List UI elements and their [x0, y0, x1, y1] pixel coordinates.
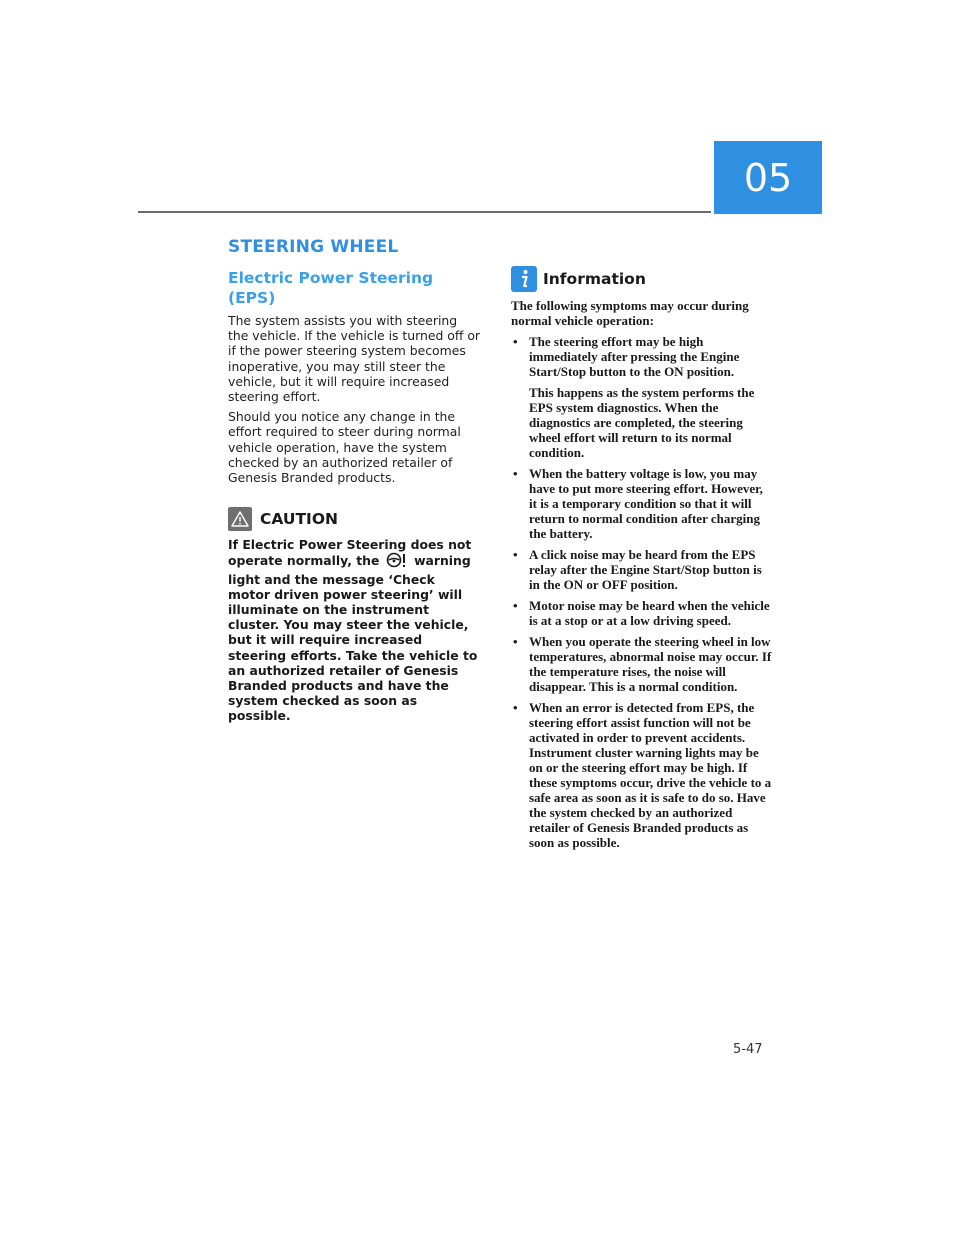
bullet: •: [513, 634, 518, 649]
list-item: [511, 466, 773, 541]
list-item: [511, 598, 773, 628]
page-number: 5-47: [733, 1042, 763, 1057]
info-icon: [511, 266, 537, 292]
list-item: [511, 634, 773, 694]
list-item-text: When the battery voltage is low, you may have to put more steering effort. However, it is a temporary condition so that it will return to normal condition after charging the battery.: [529, 466, 763, 541]
body-paragraph-1: The system assists you with steering the vehicle. If the vehicle is turned off or if the power steering system becomes inoperative, you may still steer the vehicle, but it will require increased steering effort.: [228, 313, 481, 405]
information-title: Information: [543, 270, 646, 288]
right-column: [511, 266, 773, 856]
list-item-text: A click noise may be heard from the EPS relay after the Engine Start/Stop button is in the ON or OFF position.: [529, 547, 762, 592]
caution-text-end: warning light and the message ‘Check motor driven power steering’ will illuminate on the instrument cluster. You may steer the vehicle, but it will require increased steering efforts. Take the vehicle to an authorized retailer of Genesis Branded products and have the system checked as soon as possible.: [228, 553, 478, 724]
caution-text: [228, 537, 480, 723]
information-header: [511, 266, 773, 292]
header-divider: [138, 211, 711, 213]
bullet: •: [513, 700, 518, 715]
caution-header: [228, 507, 480, 531]
list-item: [511, 334, 773, 460]
bullet: •: [513, 334, 518, 349]
chapter-tab: [714, 141, 822, 214]
section-title: STEERING WHEEL: [228, 237, 399, 257]
caution-text-start: If Electric Power Steering does not operate normally, the: [228, 537, 472, 569]
left-column: [228, 236, 480, 724]
list-item-text: The steering effort may be high immediately after pressing the Engine Start/Stop button to the ON position.: [529, 334, 740, 379]
subsection-title: Electric Power Steering (EPS): [228, 269, 434, 307]
information-intro: The following symptoms may occur during normal vehicle operation:: [511, 298, 749, 328]
list-item-text: When you operate the steering wheel in low temperatures, abnormal noise may occur. If the temperature rises, the noise will disappear. This is a normal condition.: [529, 634, 772, 694]
caution-title: CAUTION: [260, 510, 338, 529]
list-item: [511, 547, 773, 592]
bullet: •: [513, 466, 518, 481]
chapter-number: 05: [743, 155, 793, 200]
warning-triangle-icon: [228, 507, 252, 531]
list-item-text: Motor noise may be heard when the vehicle is at a stop or at a low driving speed.: [529, 598, 770, 628]
list-item-subtext: This happens as the system performs the EPS system diagnostics. When the diagnostics are completed, the steering wheel effort will return to its normal condition.: [529, 385, 755, 460]
list-item: [511, 700, 773, 850]
bullet: •: [513, 598, 518, 613]
body-paragraph-2: Should you notice any change in the effort required to steer during normal vehicle operation, have the system checked by an authorized retailer of Genesis Branded products.: [228, 409, 461, 486]
steering-warning-icon: [386, 552, 408, 571]
list-item-text: When an error is detected from EPS, the steering effort assist function will not be activated in order to prevent accidents. Instrument cluster warning lights may be on or the steering effort may be high. If these symptoms occur, drive the vehicle to a safe area as soon as it is safe to do so. Have the system checked by an authorized retailer of Genesis Branded products as soon as possible.: [529, 700, 772, 850]
information-list: [511, 334, 773, 850]
bullet: •: [513, 547, 518, 562]
